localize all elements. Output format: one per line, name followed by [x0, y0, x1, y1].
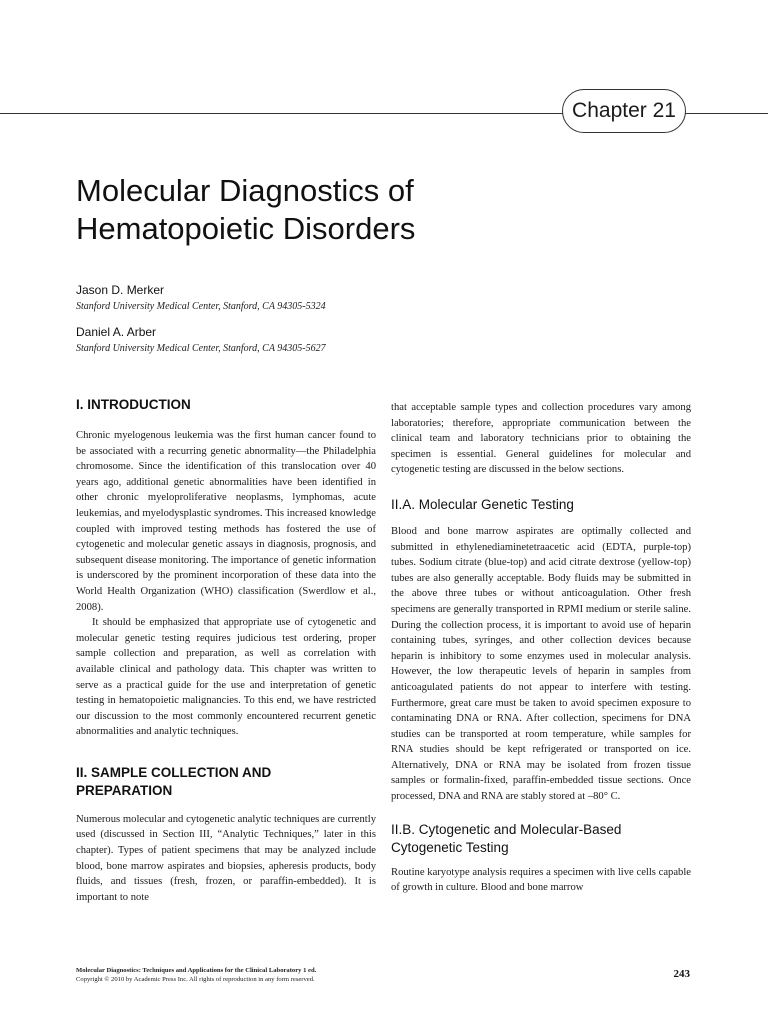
iib-paragraph-1: Routine karyotype analysis requires a specimen with live cells capable of growth in culture. Blood and bone marrow — [391, 866, 691, 894]
author-name-1: Jason D. Merker — [76, 283, 165, 297]
title-line-1: Molecular Diagnostics of — [76, 173, 414, 208]
right-paragraph-0: that acceptable sample types and collection procedures vary among laboratories; therefore, appropriate communication between the clinical team and laboratory technicians prior to obtaining the specimen is essential. General guidelines for molecular and cytogenetic testing are discussed in the below sections. — [391, 402, 691, 476]
chapter-label: Chapter 21 — [562, 89, 686, 133]
footer-book-title: Molecular Diagnostics: Techniques and Applications for the Clinical Laboratory 1 ed. — [76, 967, 317, 974]
sample-heading — [76, 764, 376, 800]
intro-heading: I. INTRODUCTION — [76, 397, 191, 412]
chapter-title — [76, 172, 676, 248]
footer-copyright: Copyright © 2010 by Academic Press Inc. All rights of reproduction in any form reserved. — [76, 976, 315, 983]
iib-heading — [391, 821, 691, 857]
sample-paragraph-1: Numerous molecular and cytogenetic analytic techniques are currently used (discussed in Section III, “Analytic Techniques,” later in this chapter). Types of patient specimens that may be analyzed include blood, bone marrow aspirates and biopsies, apheresis products, body fluids, and tissues (fresh, frozen, or paraffin-embedded). It is important to note — [76, 813, 376, 903]
title-line-2: Hematopoietic Disorders — [76, 211, 416, 246]
right-column — [391, 400, 691, 896]
intro-paragraph-1: Chronic myelogenous leukemia was the first human cancer found to be associated with a recurring genetic abnormality—the Philadelphia chromosome. Since the identification of this translocation over 40 years ago, additional genetic abnormalities have been identified in other chronic myeloproliferative neoplasms, lymphomas, acute leukemias, and myelodysplastic syndromes. This increased knowledge coupled with improved testing methods has fostered the use of cytogenetic and molecular genetic assays in diagnosis, prognosis, and subsequent disease monitoring. The importance of genetic information is underscored by the prominent incorporation of these data into the World Health Organization (WHO) classification (Swerdlow et al., 2008). — [76, 430, 376, 613]
sample-heading-line-2: PREPARATION — [76, 782, 173, 798]
intro-paragraph-2: It should be emphasized that appropriate use of cytogenetic and molecular genetic testing requires judicious test ordering, proper sample collection and preparation, as well as correlation with available clinical and pathology data. This chapter was written to serve as a practical guide for the use and interpretation of genetic testing in hematopoietic malignancies. To this end, we have restricted our discussion to the most commonly encountered recurrent genetic abnormalities and analytic techniques. — [76, 617, 376, 738]
author-affiliation-1: Stanford University Medical Center, Stanford, CA 94305-5324 — [76, 301, 326, 312]
iib-heading-line-2: Cytogenetic Testing — [391, 839, 509, 855]
author-affiliation-2: Stanford University Medical Center, Stanford, CA 94305-5627 — [76, 343, 326, 354]
page-number: 243 — [673, 968, 690, 980]
sample-heading-line-1: II. SAMPLE COLLECTION AND — [76, 764, 272, 780]
iib-heading-line-1: II.B. Cytogenetic and Molecular-Based — [391, 821, 622, 837]
iia-paragraph-1: Blood and bone marrow aspirates are optimally collected and submitted in ethylenediaminetetraacetic acid (EDTA, purple-top) tubes. Sodium citrate (blue-top) and acid citrate dextrose (yellow-top) tubes are also generally acceptable. Body fluids may be submitted in the above three tubes or without anticoagulation. Other fresh specimens are generally transported in RPMI medium or sterile saline. During the collection process, it is important to avoid use of heparin containing tubes, syringes, and other collection devices because heparin is inhibitory to some enzymes used in molecular analysis. However, the low therapeutic levels of heparin in samples from anticoagulated patients do not appear to interfere with testing. Furthermore, great care must be taken to avoid specimen exposure to contaminating DNA or RNA. After collection, specimens for DNA studies can be transported at room temperature, while samples for RNA studies should be kept refrigerated or transported on ice. Alternatively, DNA or RNA may be isolated from frozen tissue samples or formalin-fixed, paraffin-embedded tissue sections. Once processed, DNA and RNA are stably stored at –80° C. — [391, 525, 691, 803]
footer-credits — [76, 966, 496, 984]
left-column — [76, 396, 376, 905]
author-name-2: Daniel A. Arber — [76, 325, 157, 339]
iia-heading: II.A. Molecular Genetic Testing — [391, 496, 574, 512]
